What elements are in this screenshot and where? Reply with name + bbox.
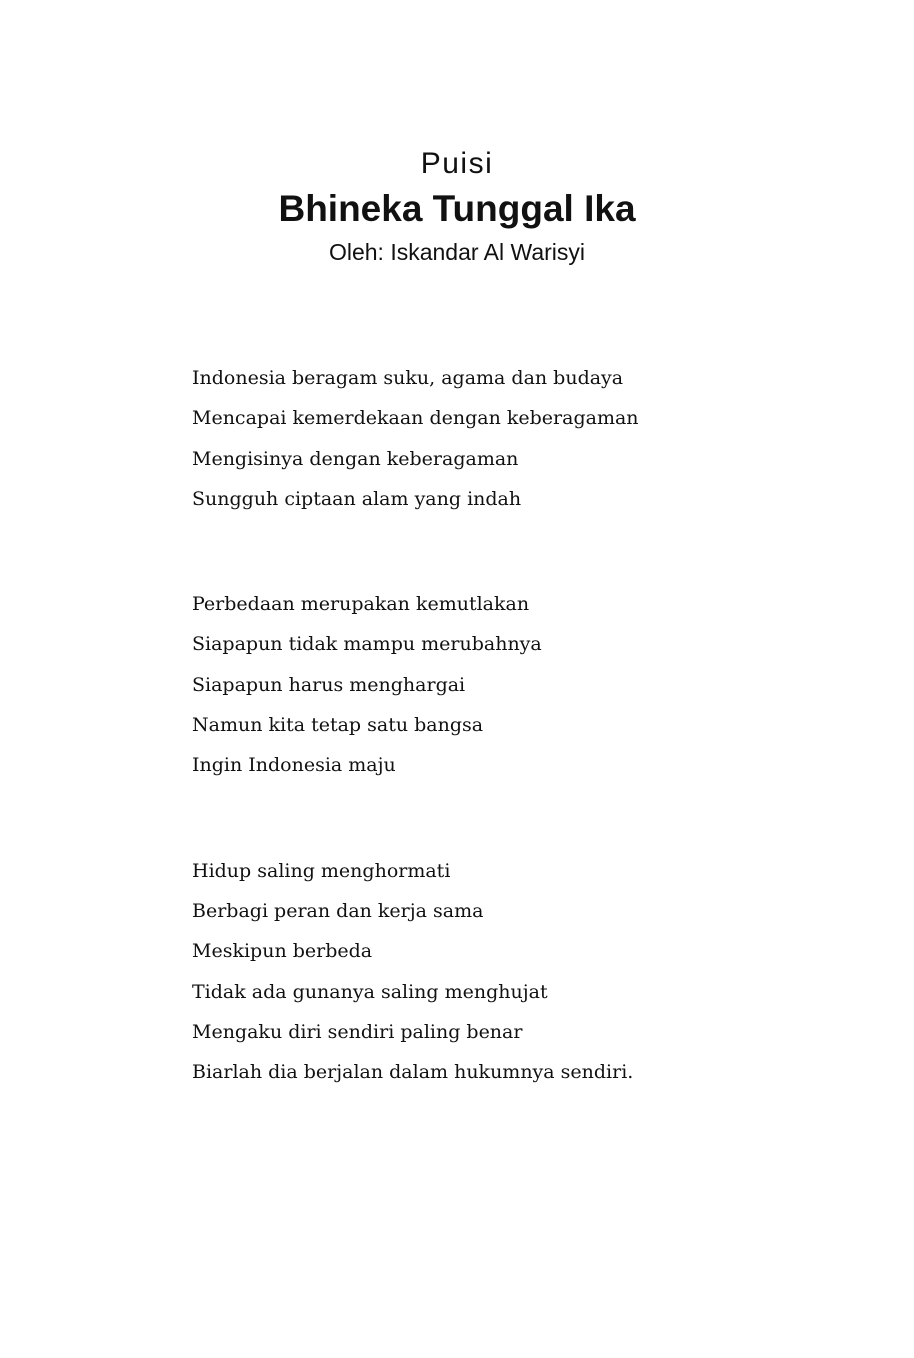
poem-line: Tidak ada gunanya saling menghujat xyxy=(192,980,548,1003)
stanza-1 xyxy=(192,363,872,524)
poem-line: Meskipun berbeda xyxy=(192,940,373,963)
stanza-2 xyxy=(192,589,872,790)
poem-line: Perbedaan merupakan kemutlakan xyxy=(192,593,530,616)
document-label: Puisi xyxy=(420,147,494,180)
poem-line: Ingin Indonesia maju xyxy=(192,754,396,777)
poem-body xyxy=(192,363,872,1097)
poem-line: Namun kita tetap satu bangsa xyxy=(192,714,484,737)
poem-line: Biarlah dia berjalan dalam hukumnya sendiri. xyxy=(192,1061,634,1084)
poem-title: Bhineka Tunggal Ika xyxy=(278,188,636,229)
poem-line: Siapapun harus menghargai xyxy=(192,673,466,696)
poem-line: Mengaku diri sendiri paling benar xyxy=(192,1020,523,1043)
stanza-3 xyxy=(192,856,872,1098)
poem-line: Sungguh ciptaan alam yang indah xyxy=(192,487,522,510)
poem-line: Mengisinya dengan keberagaman xyxy=(192,447,519,470)
stanza-spacer xyxy=(192,791,872,856)
poem-line: Mencapai kemerdekaan dengan keberagaman xyxy=(192,407,639,430)
poem-line: Hidup saling menghormati xyxy=(192,859,451,882)
poem-line: Indonesia beragam suku, agama dan budaya xyxy=(192,367,624,389)
poem-line: Berbagi peran dan kerja sama xyxy=(192,899,484,922)
stanza-spacer xyxy=(192,524,872,589)
poem-author: Oleh: Iskandar Al Warisyi xyxy=(328,239,586,265)
poem-line: Siapapun tidak mampu merubahnya xyxy=(192,633,542,656)
